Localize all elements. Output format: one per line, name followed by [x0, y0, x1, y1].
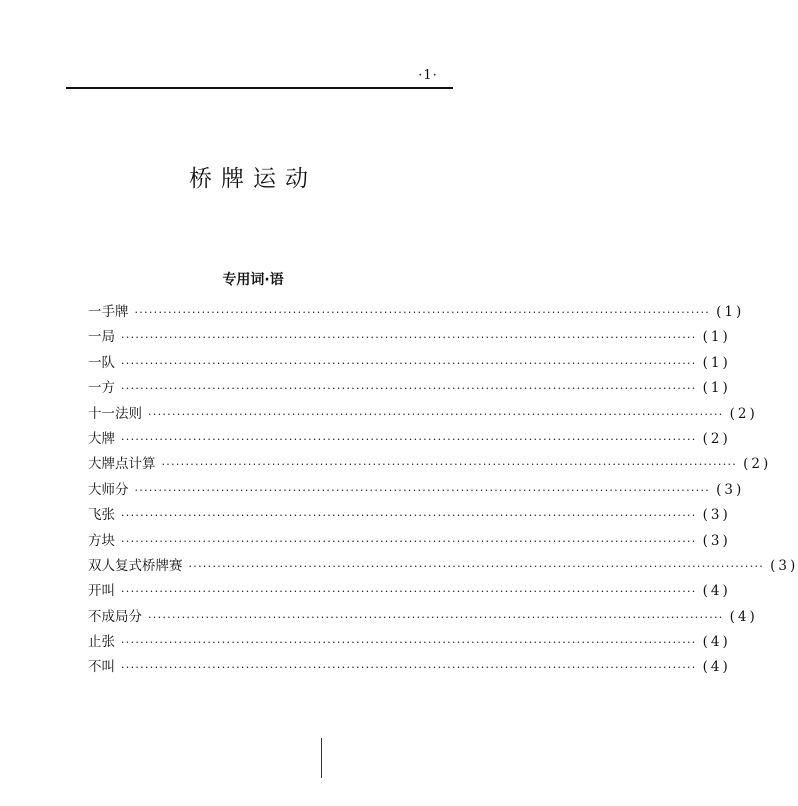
- toc-page: (2): [702, 430, 731, 447]
- toc-term: 一方: [88, 380, 115, 397]
- toc-leader: ························································································································: [121, 331, 697, 345]
- toc-page: (4): [729, 608, 758, 625]
- toc-term: 不叫: [88, 659, 115, 676]
- toc-row: [88, 478, 745, 503]
- toc-page: (3): [716, 481, 745, 498]
- toc-leader: ························································································································: [188, 559, 765, 573]
- toc-page: (4): [702, 659, 731, 676]
- toc-page: (1): [716, 304, 745, 320]
- toc-page: (1): [702, 380, 731, 397]
- header-rule: [66, 87, 453, 89]
- toc-leader: ························································································································: [121, 382, 697, 396]
- toc-leader: ························································································································: [121, 585, 697, 599]
- toc-row: [88, 376, 731, 401]
- toc-row: [88, 630, 731, 655]
- toc-term: 双人复式桥牌赛: [88, 557, 183, 574]
- toc-term: 大牌点计算: [88, 456, 156, 473]
- toc-leader: ························································································································: [148, 610, 724, 624]
- toc-page: (1): [702, 354, 731, 371]
- toc-page: (3): [702, 532, 731, 549]
- toc-leader: ························································································································: [121, 534, 697, 548]
- toc-row: [88, 554, 798, 579]
- toc-leader: ························································································································: [121, 356, 697, 370]
- toc-leader: ························································································································: [121, 509, 697, 523]
- toc-term: 大师分: [88, 481, 129, 498]
- toc-row: [88, 427, 731, 452]
- margin-mark: [321, 738, 322, 778]
- toc-term: 止张: [88, 634, 115, 651]
- toc-leader: ························································································································: [134, 306, 711, 319]
- toc-term: 一局: [88, 329, 115, 346]
- toc-term: 大牌: [88, 430, 115, 447]
- page-number: ·1·: [418, 68, 438, 83]
- toc-leader: ························································································································: [134, 483, 711, 497]
- toc-page: (3): [702, 507, 731, 524]
- toc-row: [88, 605, 758, 630]
- toc-term: 十一法则: [88, 405, 142, 422]
- toc-page: (4): [702, 583, 731, 600]
- toc-row: [88, 325, 731, 350]
- toc-page: (2): [743, 456, 772, 473]
- toc-row: [88, 300, 745, 325]
- page-title: 桥牌运动: [189, 166, 317, 192]
- toc-row: [88, 402, 758, 427]
- toc-page: (4): [702, 634, 731, 651]
- toc-leader: ························································································································: [121, 661, 697, 675]
- toc-page: (2): [729, 405, 758, 422]
- toc-leader: ························································································································: [121, 636, 697, 650]
- toc-page: (1): [702, 329, 731, 346]
- toc-row: [88, 452, 772, 477]
- toc-row: [88, 655, 731, 680]
- toc-row: [88, 351, 731, 376]
- toc-leader: ························································································································: [161, 458, 738, 472]
- toc-term: 不成局分: [88, 608, 142, 625]
- toc-list: [88, 300, 798, 681]
- toc-term: 方块: [88, 532, 115, 549]
- toc-term: 一队: [88, 354, 115, 371]
- toc-term: 开叫: [88, 583, 115, 600]
- section-heading: 专用词·语: [222, 272, 284, 288]
- toc-row: [88, 529, 731, 554]
- toc-leader: ························································································································: [121, 432, 697, 446]
- toc-term: 飞张: [88, 507, 115, 524]
- toc-row: [88, 579, 731, 604]
- toc-row: [88, 503, 731, 528]
- toc-leader: ························································································································: [148, 407, 724, 421]
- toc-page: (3): [770, 557, 798, 574]
- toc-term: 一手牌: [88, 304, 129, 320]
